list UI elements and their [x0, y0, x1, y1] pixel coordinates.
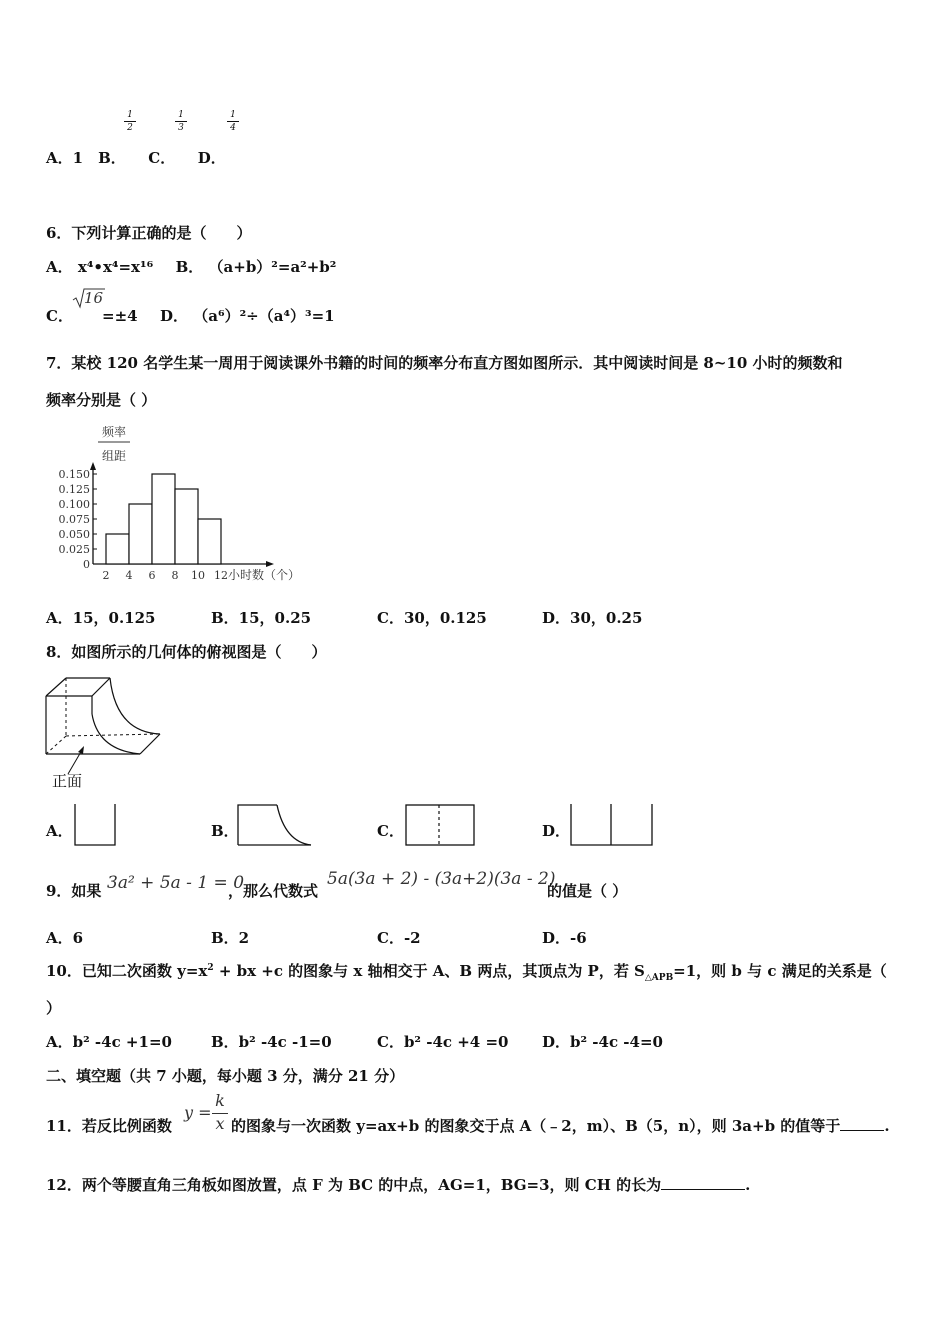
section2-title: 二、填空题（共 7 小题，每小题 3 分，满分 21 分）	[46, 1067, 405, 1085]
q9-middle: ，那么代数式	[228, 882, 319, 900]
q6-stem: 6．下列计算正确的是（ ）	[46, 224, 252, 242]
q8-option-b: B．	[211, 822, 239, 840]
q8-option-c: C．	[377, 822, 404, 840]
q12-stem	[46, 1174, 750, 1195]
histogram-bar	[175, 489, 198, 564]
q9-option-c: C．-2	[377, 929, 421, 947]
q12-end: .	[745, 1176, 751, 1194]
y-tick-label: 0.050	[58, 528, 90, 541]
y-tick-label: 0.125	[58, 483, 90, 496]
x-axis-label: 小时数（个）	[228, 568, 301, 582]
y-tick-label: 0.075	[58, 513, 90, 526]
y-tick-label: 0.100	[58, 498, 90, 511]
q11-suffix-text: 的图象与一次函数 y=ax+b 的图象交于点 A（﹣2，m）、B（5，n），则 3a+b 的值等于	[231, 1117, 841, 1135]
q12-answer-blank[interactable]	[661, 1189, 745, 1190]
q6-d-expr: （a⁶）²÷（a⁴）³=1	[193, 307, 335, 325]
q6-options-ab	[46, 256, 336, 277]
x-tick-label: 2	[102, 569, 110, 582]
q10-option-d: D．b² -4c -4=0	[542, 1033, 663, 1051]
q8-view-c	[405, 804, 477, 848]
y-tick-label: 0.025	[58, 543, 90, 556]
x-tick-label: 6	[148, 569, 156, 582]
front-label: 正面	[52, 772, 83, 790]
histogram-bar	[198, 519, 221, 564]
hidden-depth-edge	[46, 736, 66, 754]
fraction-denominator: 2	[127, 123, 133, 133]
q10-stem-b: + bx +c 的图象与 x 轴相交于 A、B 两点，其顶点为 P，若 S	[213, 962, 645, 980]
fraction-quarter	[227, 110, 239, 133]
q6-b-label: B．	[175, 258, 204, 276]
q6-c-rest: =±4	[102, 307, 138, 325]
q6-c-label: C．	[46, 307, 73, 325]
q8-stem: 8．如图所示的几何体的俯视图是（ ）	[46, 643, 327, 661]
x-tick-label: 10	[191, 569, 205, 582]
right-bottom-edge	[140, 734, 160, 754]
q9-condition: 3a² + 5a - 1 = 0	[107, 873, 245, 893]
x-tick-label: 12	[214, 569, 228, 582]
q11-suffix	[231, 1115, 890, 1136]
q7-option-c: C．30，0.125	[377, 609, 487, 627]
fraction-numerator: 1	[178, 110, 184, 120]
q9-option-b: B．2	[211, 929, 250, 947]
mid-top-edge	[92, 678, 110, 696]
fraction-denominator: 3	[178, 123, 184, 133]
q7-option-b: B．15，0.25	[211, 609, 312, 627]
left-top-edge	[46, 678, 66, 696]
q11-function-numerator: k	[215, 1091, 225, 1110]
y-axis-arrow-icon	[90, 462, 96, 470]
q10-option-a: A．b² -4c +1=0	[46, 1033, 172, 1051]
q10-stem-line2: ）	[46, 999, 62, 1017]
q6-b-expr: （a+b）²=a²+b²	[208, 258, 337, 276]
y-label-bottom: 组距	[101, 449, 127, 463]
y-tick-label: 0	[83, 558, 90, 571]
q9-suffix: 的值是（ ）	[547, 882, 628, 900]
q6-a-expr: x⁴•x⁴=x¹⁶	[77, 258, 154, 276]
q10-stem-c: =1，则 b 与 c 满足的关系是（	[673, 962, 887, 980]
fraction-denominator: 4	[230, 123, 236, 133]
q10-stem-a: 10．已知二次函数 y=x	[46, 962, 208, 980]
fraction-numerator: 1	[230, 110, 236, 120]
q9-option-a: A．6	[46, 929, 84, 947]
q9-expression: 5a(3a + 2) - (3a+2)(3a - 2)	[327, 869, 556, 889]
q5-options: A．1 B． C． D．	[46, 149, 226, 167]
q8-view-d	[570, 804, 656, 848]
q11-answer-blank[interactable]	[840, 1130, 884, 1131]
q7-option-d: D．30，0.25	[542, 609, 643, 627]
q7-stem-line1: 7．某校 120 名学生某一周用于阅读课外书籍的时间的频率分布直方图如图所示．其中阅读时间是 8~10 小时的频数和	[46, 354, 843, 372]
q6-d-label: D．	[160, 307, 189, 325]
q9-option-d: D．-6	[542, 929, 587, 947]
q7-option-a: A．15，0.125	[46, 609, 156, 627]
q10-stem-sub: △APB	[644, 973, 674, 983]
q6-a-label: A．	[46, 258, 73, 276]
q6-options-cd	[102, 305, 335, 326]
x-axis-arrow-icon	[266, 561, 274, 567]
q10-stem: 10．已知二次函数 $y=x^2$ + bx +c 的图象与 x 轴相交于 A、B 两点，其顶点为 P，若 $S_{\triangle APB}=1$，则 b 与 c 满足的关系是（	[46, 962, 887, 983]
q11-function-lhs: y =	[184, 1103, 212, 1122]
front-curve	[92, 714, 140, 754]
x-tick-label: 4	[125, 569, 133, 582]
q8-view-b	[237, 804, 313, 848]
q10-option-c: C．b² -4c +4 =0	[377, 1033, 509, 1051]
q8-view-a	[74, 804, 118, 848]
x-tick-label: 8	[171, 569, 179, 582]
histogram-bar	[129, 504, 152, 564]
sqrt-radicand: 16	[84, 289, 104, 307]
q8-option-a: A．	[46, 822, 73, 840]
q7-stem-line2: 频率分别是（ ）	[46, 391, 157, 409]
front-arrow-head-icon	[78, 746, 84, 754]
fraction-third	[175, 110, 187, 133]
q12-text: 12．两个等腰直角三角板如图放置，点 F 为 BC 的中点，AG=1，BG=3，则 CH 的长为	[46, 1176, 662, 1194]
histogram-chart	[40, 420, 330, 590]
q11-function-denominator: x	[215, 1114, 225, 1133]
back-curve	[110, 678, 160, 734]
fraction-half	[124, 110, 136, 133]
y-tick-label: 0.150	[58, 468, 90, 481]
sqrt-16	[72, 287, 106, 313]
y-label-top: 频率	[101, 425, 127, 439]
hidden-bottom-edge	[66, 734, 160, 736]
q9-prefix: 9．如果	[46, 882, 102, 900]
q11-end: .	[884, 1117, 890, 1135]
fraction-numerator: 1	[127, 110, 133, 120]
histogram-bar	[152, 474, 175, 564]
q8-option-d: D．	[542, 822, 571, 840]
histogram-bar	[106, 534, 129, 564]
q10-option-b: B．b² -4c -1=0	[211, 1033, 332, 1051]
q11-prefix: 11．若反比例函数	[46, 1117, 172, 1135]
